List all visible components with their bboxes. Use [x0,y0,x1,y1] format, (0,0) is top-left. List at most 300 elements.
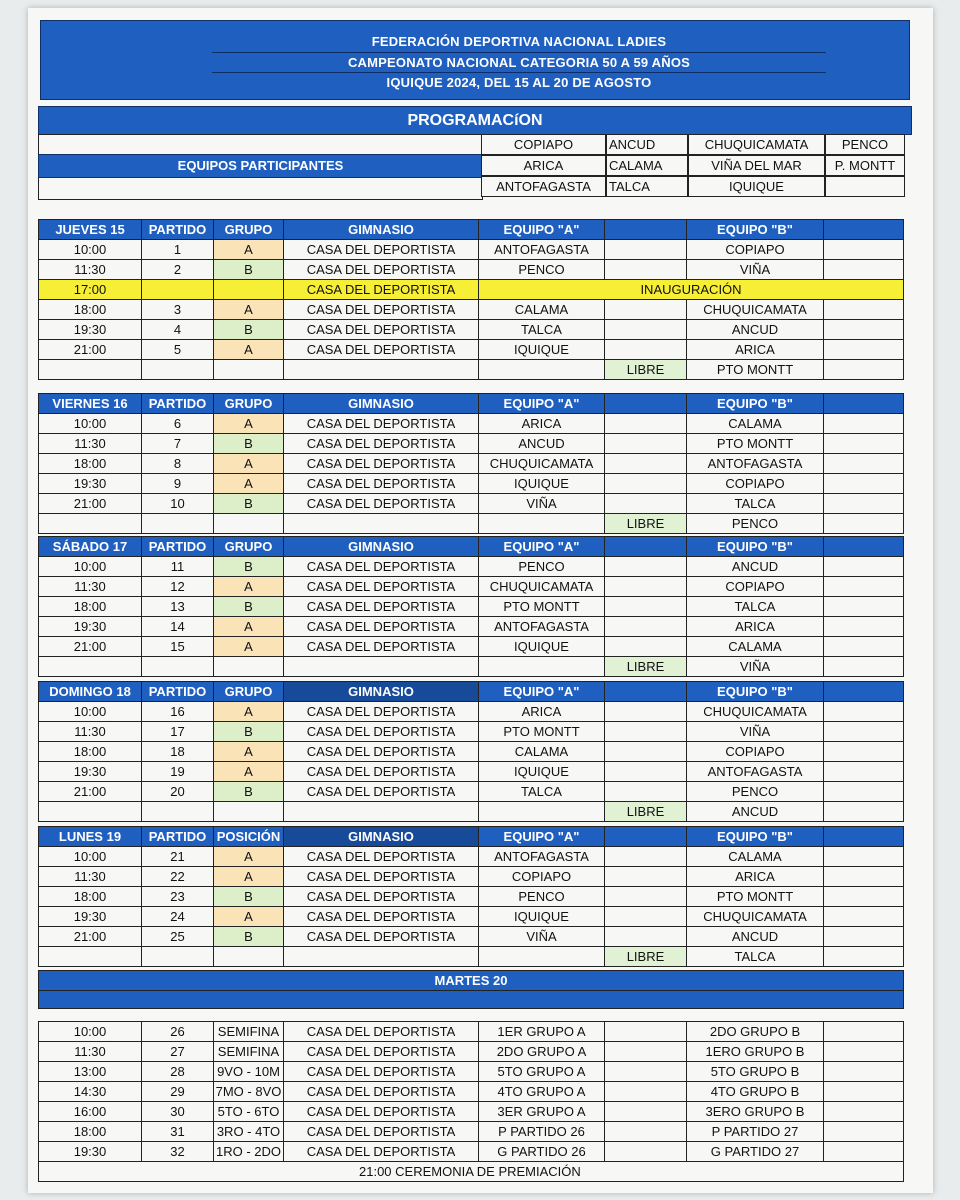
vs-spacer [605,240,687,260]
empty-cell [214,802,284,822]
empty-cell [214,657,284,677]
column-header: GRUPO [214,682,284,702]
empty-cell [479,947,605,967]
match-venue: CASA DEL DEPORTISTA [284,434,479,454]
match-row [39,782,904,802]
column-header: EQUIPO "A" [479,537,605,557]
match-venue: CASA DEL DEPORTISTA [284,260,479,280]
empty-cell [142,360,214,380]
team-cell [825,176,905,197]
schedule-table [38,393,904,534]
bye-row [39,657,904,677]
team-cell: CHUQUICAMATA [688,134,825,155]
column-header [605,827,687,847]
match-row [39,454,904,474]
match-row [39,494,904,514]
extra-cell [824,1082,904,1102]
bye-row [39,947,904,967]
extra-cell [824,847,904,867]
bye-team: PTO MONTT [687,360,824,380]
vs-spacer [605,557,687,577]
match-row [39,597,904,617]
match-venue: CASA DEL DEPORTISTA [284,1082,479,1102]
team-a: CHUQUICAMATA [479,577,605,597]
empty-cell [479,360,605,380]
header-championship: CAMPEONATO NACIONAL CATEGORIA 50 A 59 AÑOS [212,52,826,72]
empty-cell [39,802,142,822]
team-b: CALAMA [687,637,824,657]
match-row [39,617,904,637]
team-a: 2DO GRUPO A [479,1042,605,1062]
match-venue: CASA DEL DEPORTISTA [284,340,479,360]
match-row [39,260,904,280]
match-row [39,340,904,360]
bye-label: LIBRE [605,657,687,677]
team-a: 1ER GRUPO A [479,1022,605,1042]
team-b: ARICA [687,340,824,360]
match-venue: CASA DEL DEPORTISTA [284,617,479,637]
vs-spacer [605,702,687,722]
team-b: CHUQUICAMATA [687,907,824,927]
team-a: G PARTIDO 26 [479,1142,605,1162]
team-a: ANTOFAGASTA [479,240,605,260]
match-number: 15 [142,637,214,657]
extra-cell [824,514,904,534]
bye-label: LIBRE [605,360,687,380]
team-a: ARICA [479,702,605,722]
empty-cell [39,947,142,967]
match-group: A [214,617,284,637]
vs-spacer [605,762,687,782]
column-header: GRUPO [214,394,284,414]
match-venue: CASA DEL DEPORTISTA [284,782,479,802]
team-cell: TALCA [606,176,688,197]
vs-spacer [605,847,687,867]
vs-spacer [605,414,687,434]
team-a: CALAMA [479,300,605,320]
match-number: 22 [142,867,214,887]
schedule-table [38,970,904,1182]
vs-spacer [605,260,687,280]
extra-cell [824,802,904,822]
match-group: A [214,577,284,597]
vs-spacer [605,434,687,454]
empty-cell [284,360,479,380]
match-time: 21:00 [39,340,142,360]
team-a: COPIAPO [479,867,605,887]
match-time: 18:00 [39,742,142,762]
empty-cell [142,802,214,822]
extra-cell [824,414,904,434]
column-header: EQUIPO "B" [687,827,824,847]
match-time: 11:30 [39,722,142,742]
column-header [824,682,904,702]
team-a: CHUQUICAMATA [479,454,605,474]
team-b: 2DO GRUPO B [687,1022,824,1042]
team-b: ANCUD [687,320,824,340]
team-b: CHUQUICAMATA [687,300,824,320]
day-header-row [39,682,904,702]
match-number: 20 [142,782,214,802]
match-time: 10:00 [39,702,142,722]
team-cell: COPIAPO [481,134,606,155]
bye-row [39,360,904,380]
match-group: B [214,434,284,454]
match-time: 10:00 [39,557,142,577]
team-a: PENCO [479,260,605,280]
match-number: 8 [142,454,214,474]
match-group: A [214,867,284,887]
vs-spacer [605,340,687,360]
vs-spacer [605,637,687,657]
match-number [142,280,214,300]
bye-label: LIBRE [605,947,687,967]
match-row [39,762,904,782]
column-header: EQUIPO "A" [479,394,605,414]
match-venue: CASA DEL DEPORTISTA [284,637,479,657]
match-group: A [214,340,284,360]
team-b: 4TO GRUPO B [687,1082,824,1102]
team-b: TALCA [687,597,824,617]
team-a: VIÑA [479,927,605,947]
column-header: EQUIPO "B" [687,537,824,557]
team-b: CALAMA [687,847,824,867]
match-time: 21:00 [39,782,142,802]
extra-cell [824,1122,904,1142]
martes-spacer [39,991,904,1009]
match-venue: CASA DEL DEPORTISTA [284,907,479,927]
match-position: SEMIFINA [214,1022,284,1042]
column-header: EQUIPO "B" [687,682,824,702]
team-b: ANCUD [687,927,824,947]
match-group: B [214,782,284,802]
match-time: 10:00 [39,1022,142,1042]
team-a: 4TO GRUPO A [479,1082,605,1102]
match-group: A [214,742,284,762]
column-header: GRUPO [214,537,284,557]
vs-spacer [605,1102,687,1122]
bye-team: PENCO [687,514,824,534]
match-position: 3RO - 4TO [214,1122,284,1142]
match-number: 31 [142,1122,214,1142]
match-venue: CASA DEL DEPORTISTA [284,1122,479,1142]
team-b: ANCUD [687,557,824,577]
day-header-row [39,537,904,557]
extra-cell [824,434,904,454]
match-group: A [214,702,284,722]
match-venue: CASA DEL DEPORTISTA [284,454,479,474]
match-number: 3 [142,300,214,320]
match-group: A [214,762,284,782]
empty-cell [39,657,142,677]
column-header [605,394,687,414]
day-title: SÁBADO 17 [39,537,142,557]
match-time: 17:00 [39,280,142,300]
empty-cell [214,360,284,380]
match-row [39,577,904,597]
team-a: P PARTIDO 26 [479,1122,605,1142]
team-a: ARICA [479,414,605,434]
extra-cell [824,1062,904,1082]
match-number: 26 [142,1022,214,1042]
vs-spacer [605,722,687,742]
extra-cell [824,657,904,677]
day-title: LUNES 19 [39,827,142,847]
team-b: G PARTIDO 27 [687,1142,824,1162]
match-number: 12 [142,577,214,597]
bye-row [39,802,904,822]
vs-spacer [605,1022,687,1042]
extra-cell [824,1142,904,1162]
match-group: A [214,414,284,434]
team-a: PTO MONTT [479,597,605,617]
extra-cell [824,597,904,617]
match-time: 18:00 [39,300,142,320]
match-venue: CASA DEL DEPORTISTA [284,742,479,762]
empty-cell [479,802,605,822]
column-header: POSICIÓN [214,827,284,847]
column-header: EQUIPO "B" [687,394,824,414]
column-header: EQUIPO "A" [479,220,605,240]
team-b: COPIAPO [687,577,824,597]
match-row [39,240,904,260]
match-group: B [214,887,284,907]
schedule-table [38,826,904,967]
match-venue: CASA DEL DEPORTISTA [284,762,479,782]
match-venue: CASA DEL DEPORTISTA [284,1142,479,1162]
vs-spacer [605,577,687,597]
match-group: A [214,907,284,927]
match-venue: CASA DEL DEPORTISTA [284,597,479,617]
team-a: TALCA [479,782,605,802]
extra-cell [824,637,904,657]
match-row [39,637,904,657]
match-position: SEMIFINA [214,1042,284,1062]
team-a: PENCO [479,557,605,577]
extra-cell [824,557,904,577]
empty-cell [479,514,605,534]
team-b: COPIAPO [687,742,824,762]
match-row [39,434,904,454]
match-number: 4 [142,320,214,340]
match-time: 11:30 [39,434,142,454]
match-number: 24 [142,907,214,927]
team-b: COPIAPO [687,474,824,494]
match-row [39,927,904,947]
vs-spacer [605,597,687,617]
vs-spacer [605,454,687,474]
match-number: 28 [142,1062,214,1082]
final-match-row [39,1122,904,1142]
match-venue: CASA DEL DEPORTISTA [284,474,479,494]
match-venue: CASA DEL DEPORTISTA [284,320,479,340]
team-cell: PENCO [825,134,905,155]
extra-cell [824,1022,904,1042]
schedule-sheet [28,8,933,1193]
day-header-row [39,220,904,240]
final-match-row [39,1062,904,1082]
martes-spacer-row [39,991,904,1009]
vs-spacer [605,494,687,514]
match-venue: CASA DEL DEPORTISTA [284,280,479,300]
extra-cell [824,702,904,722]
column-header: EQUIPO "B" [687,220,824,240]
team-b: ARICA [687,867,824,887]
match-time: 11:30 [39,1042,142,1062]
match-row [39,300,904,320]
team-a: IQUIQUE [479,340,605,360]
team-b: PTO MONTT [687,887,824,907]
extra-cell [824,474,904,494]
martes-header-row [39,971,904,991]
match-row [39,867,904,887]
match-venue: CASA DEL DEPORTISTA [284,1042,479,1062]
team-cell: IQUIQUE [688,176,825,197]
match-position: 1RO - 2DO [214,1142,284,1162]
match-time: 11:30 [39,260,142,280]
extra-cell [824,947,904,967]
vs-spacer [605,617,687,637]
schedule-table [38,536,904,677]
extra-cell [824,260,904,280]
bye-team: ANCUD [687,802,824,822]
team-b: VIÑA [687,260,824,280]
match-row [39,907,904,927]
match-time: 19:30 [39,474,142,494]
participating-teams [38,134,912,200]
column-header: GIMNASIO [284,682,479,702]
vs-spacer [605,1122,687,1142]
team-a: PTO MONTT [479,722,605,742]
inauguration-label: INAUGURACIÓN [479,280,904,300]
vs-spacer [605,300,687,320]
day-title: JUEVES 15 [39,220,142,240]
team-b: P PARTIDO 27 [687,1122,824,1142]
match-number: 11 [142,557,214,577]
column-header: PARTIDO [142,394,214,414]
match-number: 32 [142,1142,214,1162]
match-number: 6 [142,414,214,434]
match-row [39,702,904,722]
column-header: GRUPO [214,220,284,240]
match-number: 2 [142,260,214,280]
column-header: GIMNASIO [284,220,479,240]
match-group: A [214,474,284,494]
team-a: PENCO [479,887,605,907]
vs-spacer [605,1082,687,1102]
match-number: 19 [142,762,214,782]
column-header [824,220,904,240]
empty-cell [214,947,284,967]
team-a: VIÑA [479,494,605,514]
vs-spacer [605,867,687,887]
final-match-row [39,1102,904,1122]
match-venue: CASA DEL DEPORTISTA [284,240,479,260]
empty-cell [142,947,214,967]
header-federation: FEDERACIÓN DEPORTIVA NACIONAL LADIES [371,34,667,49]
day-header-row [39,394,904,414]
extra-cell [824,454,904,474]
match-time: 21:00 [39,637,142,657]
column-header [605,682,687,702]
programacion-title: PROGRAMACíON [38,106,912,135]
team-a: 5TO GRUPO A [479,1062,605,1082]
match-venue: CASA DEL DEPORTISTA [284,1022,479,1042]
extra-cell [824,300,904,320]
match-venue: CASA DEL DEPORTISTA [284,847,479,867]
match-venue: CASA DEL DEPORTISTA [284,887,479,907]
match-group: A [214,240,284,260]
match-group: A [214,847,284,867]
bye-row [39,514,904,534]
team-cell: ANTOFAGASTA [481,176,606,197]
extra-cell [824,494,904,514]
match-time: 11:30 [39,867,142,887]
team-cell: ANCUD [606,134,688,155]
day-title: VIERNES 16 [39,394,142,414]
vs-spacer [605,782,687,802]
match-position: 7MO - 8VO [214,1082,284,1102]
team-b: ARICA [687,617,824,637]
empty-cell [284,802,479,822]
bye-label: LIBRE [605,514,687,534]
vs-spacer [605,1042,687,1062]
martes-gap [39,1009,904,1022]
match-time: 14:30 [39,1082,142,1102]
vs-spacer [605,320,687,340]
match-row [39,847,904,867]
match-venue: CASA DEL DEPORTISTA [284,927,479,947]
column-header [824,537,904,557]
match-venue: CASA DEL DEPORTISTA [284,867,479,887]
column-header [605,537,687,557]
team-b: 1ERO GRUPO B [687,1042,824,1062]
empty-cell [284,947,479,967]
team-a: ANCUD [479,434,605,454]
match-group: A [214,300,284,320]
team-b: PTO MONTT [687,434,824,454]
team-b: CALAMA [687,414,824,434]
match-time: 18:00 [39,1122,142,1142]
extra-cell [824,867,904,887]
empty-cell [39,360,142,380]
match-time: 21:00 [39,494,142,514]
match-number: 27 [142,1042,214,1062]
team-b: 3ERO GRUPO B [687,1102,824,1122]
match-number: 16 [142,702,214,722]
ceremony-row [39,1162,904,1182]
extra-cell [824,1042,904,1062]
match-venue: CASA DEL DEPORTISTA [284,414,479,434]
match-group: B [214,320,284,340]
match-number: 30 [142,1102,214,1122]
match-row [39,887,904,907]
match-number: 21 [142,847,214,867]
match-number: 13 [142,597,214,617]
awards-ceremony: 21:00 CEREMONIA DE PREMIACIÓN [39,1162,904,1182]
team-b: ANTOFAGASTA [687,454,824,474]
match-row [39,474,904,494]
team-b: ANTOFAGASTA [687,762,824,782]
match-venue: CASA DEL DEPORTISTA [284,577,479,597]
column-header: PARTIDO [142,827,214,847]
match-row [39,742,904,762]
extra-cell [824,1102,904,1122]
extra-cell [824,927,904,947]
final-match-row [39,1022,904,1042]
match-number: 14 [142,617,214,637]
team-b: CHUQUICAMATA [687,702,824,722]
